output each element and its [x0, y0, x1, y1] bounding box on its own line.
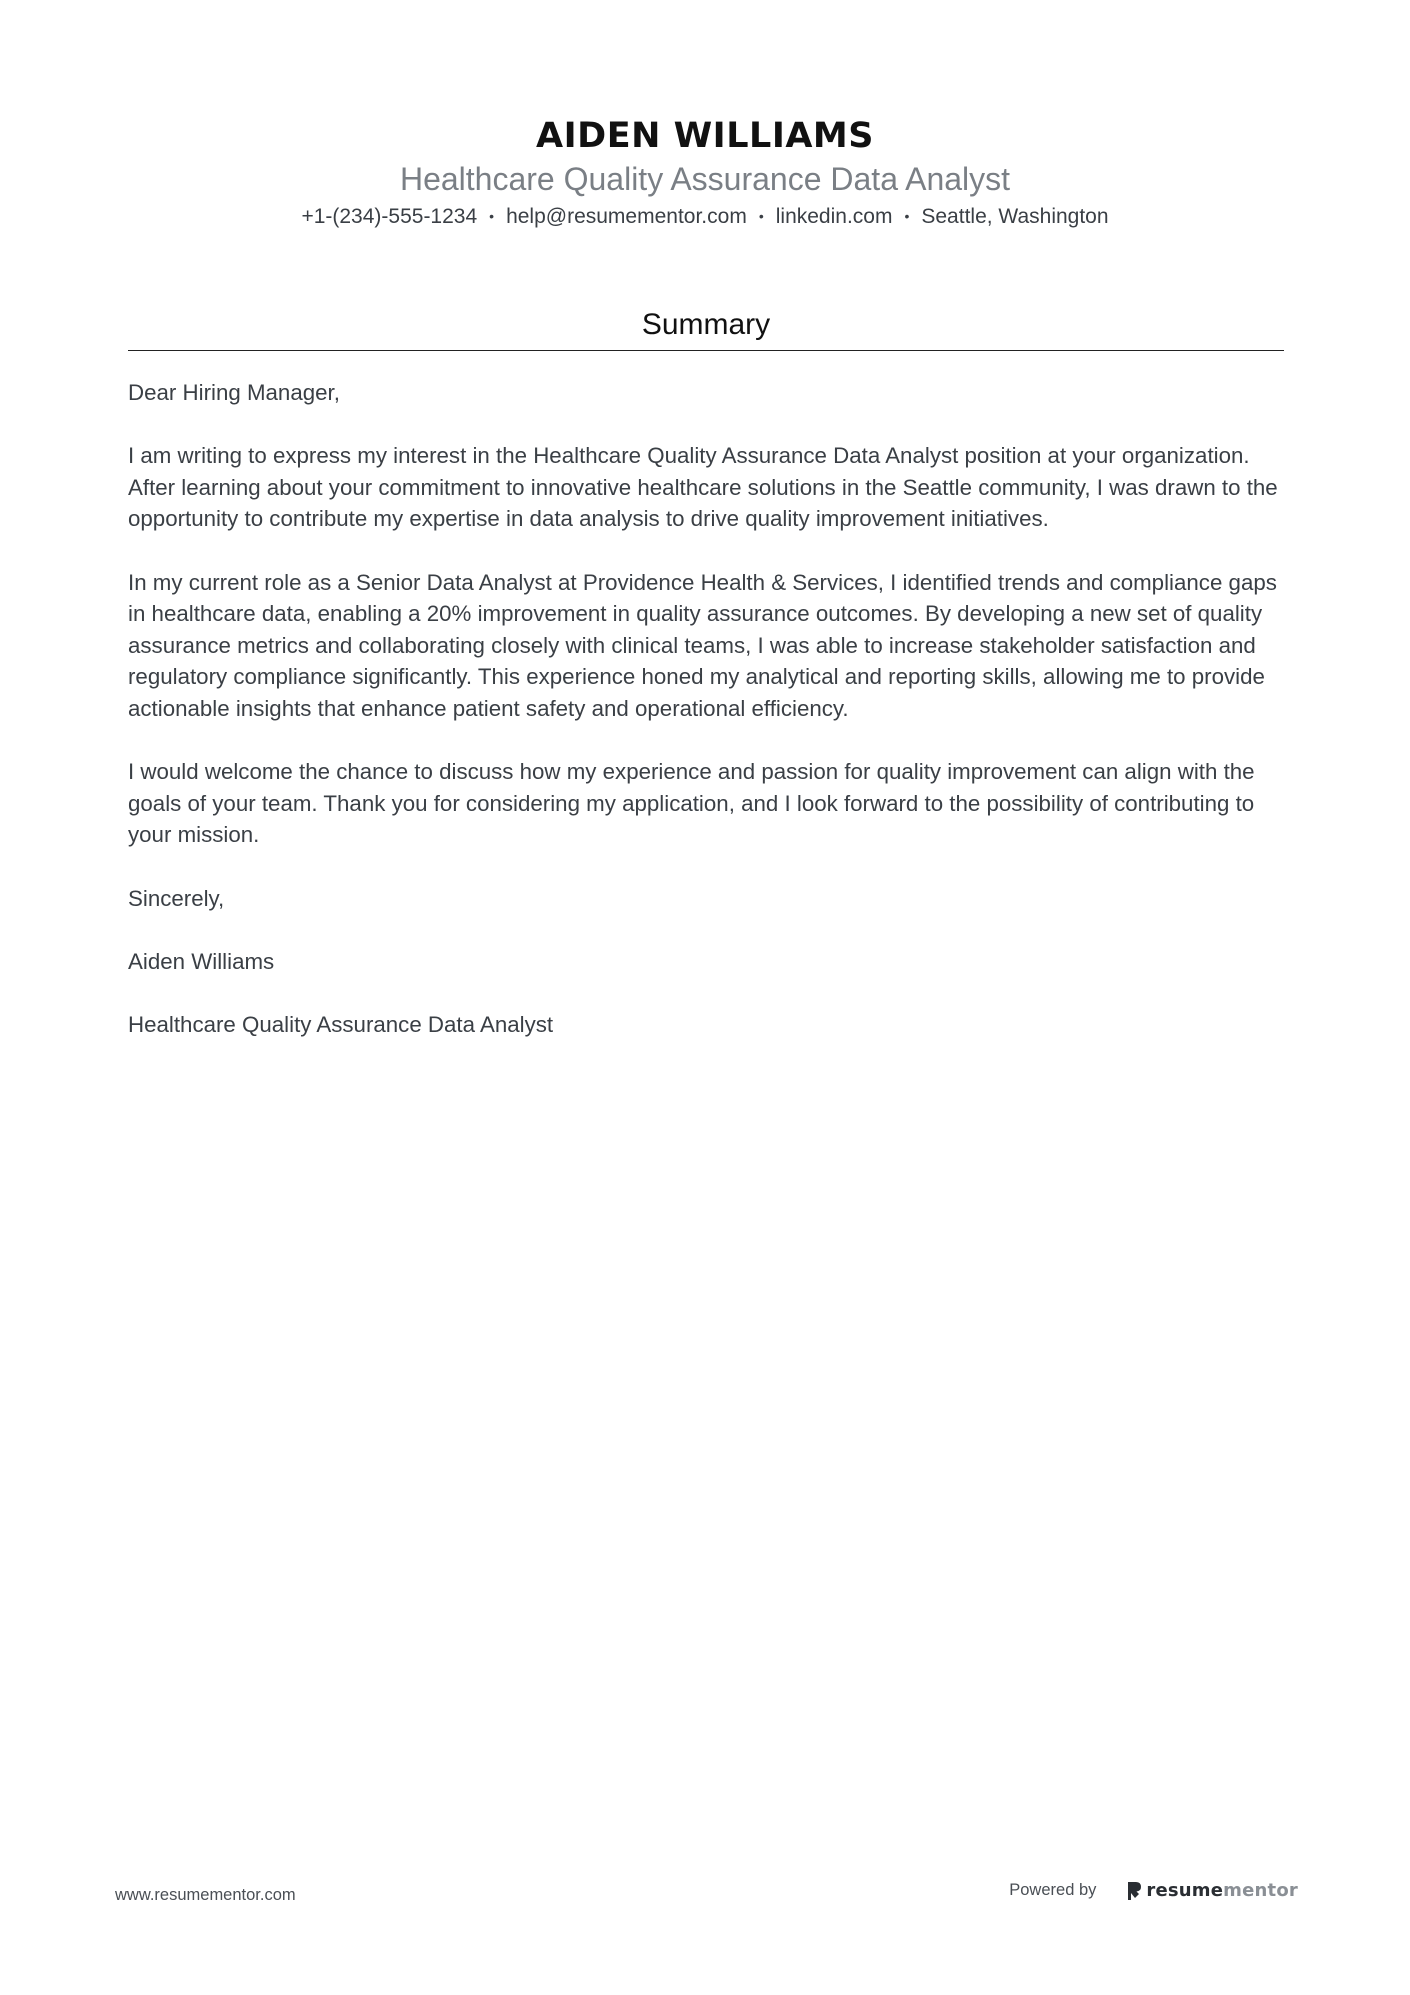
contact-email: help@resumementor.com — [506, 205, 747, 228]
section-title: Summary — [641, 308, 771, 341]
section-divider — [128, 350, 1284, 351]
contact-phone: +1-(234)-555-1234 — [301, 205, 478, 228]
footer-website: www.resumementor.com — [115, 1886, 296, 1904]
resumementor-logo-icon — [1126, 1881, 1142, 1901]
candidate-name: AIDEN WILLIAMS — [536, 116, 874, 156]
contact-separator: • — [904, 208, 910, 224]
logo-word-resume: resume — [1146, 1880, 1224, 1901]
contact-line — [0, 200, 1410, 233]
resumementor-logo — [1126, 1880, 1298, 1901]
contact-linkedin: linkedin.com — [775, 205, 893, 228]
salutation: Dear Hiring Manager, — [128, 380, 340, 405]
contact-location: Seattle, Washington — [921, 205, 1109, 228]
paragraph-intro: I am writing to express my interest in the Healthcare Quality Assurance Data Analyst position at your organization. After learning about your commitment to innovative healthcare solutions in the Seattle community, I was drawn to the opportunity to contribute my expertise in data analysis to drive quality improvement initiatives. — [128, 443, 1278, 532]
paragraph-experience: In my current role as a Senior Data Analyst at Providence Health & Services, I identified trends and compliance gaps in healthcare data, enabling a 20% improvement in quality assurance outcomes. By developing a new set of quality assurance metrics and collaborating closely with clinical teams, I was able to increase stakeholder satisfaction and regulatory compliance significantly. This experience honed my analytical and reporting skills, allowing me to provide actionable insights that enhance patient safety and operational efficiency. — [128, 569, 1277, 721]
footer-powered-by — [1009, 1880, 1298, 1901]
candidate-role: Healthcare Quality Assurance Data Analyst — [399, 161, 1011, 197]
contact-separator: • — [758, 208, 764, 224]
logo-wordmark — [1146, 1880, 1298, 1901]
signature-name: Aiden Williams — [128, 948, 275, 974]
signature-title: Healthcare Quality Assurance Data Analyst — [128, 1011, 554, 1037]
contact-separator: • — [489, 208, 495, 224]
letter-body — [128, 377, 1288, 1072]
closing: Sincerely, — [128, 885, 225, 911]
powered-by-label: Powered by — [1009, 1881, 1097, 1899]
header — [0, 112, 1410, 233]
logo-word-mentor: mentor — [1223, 1880, 1298, 1901]
paragraph-closing: I would welcome the chance to discuss how my experience and passion for quality improvement can align with the goals of your team. Thank you for considering my application, and I look forward to the possibility of contributing to your mission. — [128, 759, 1255, 848]
